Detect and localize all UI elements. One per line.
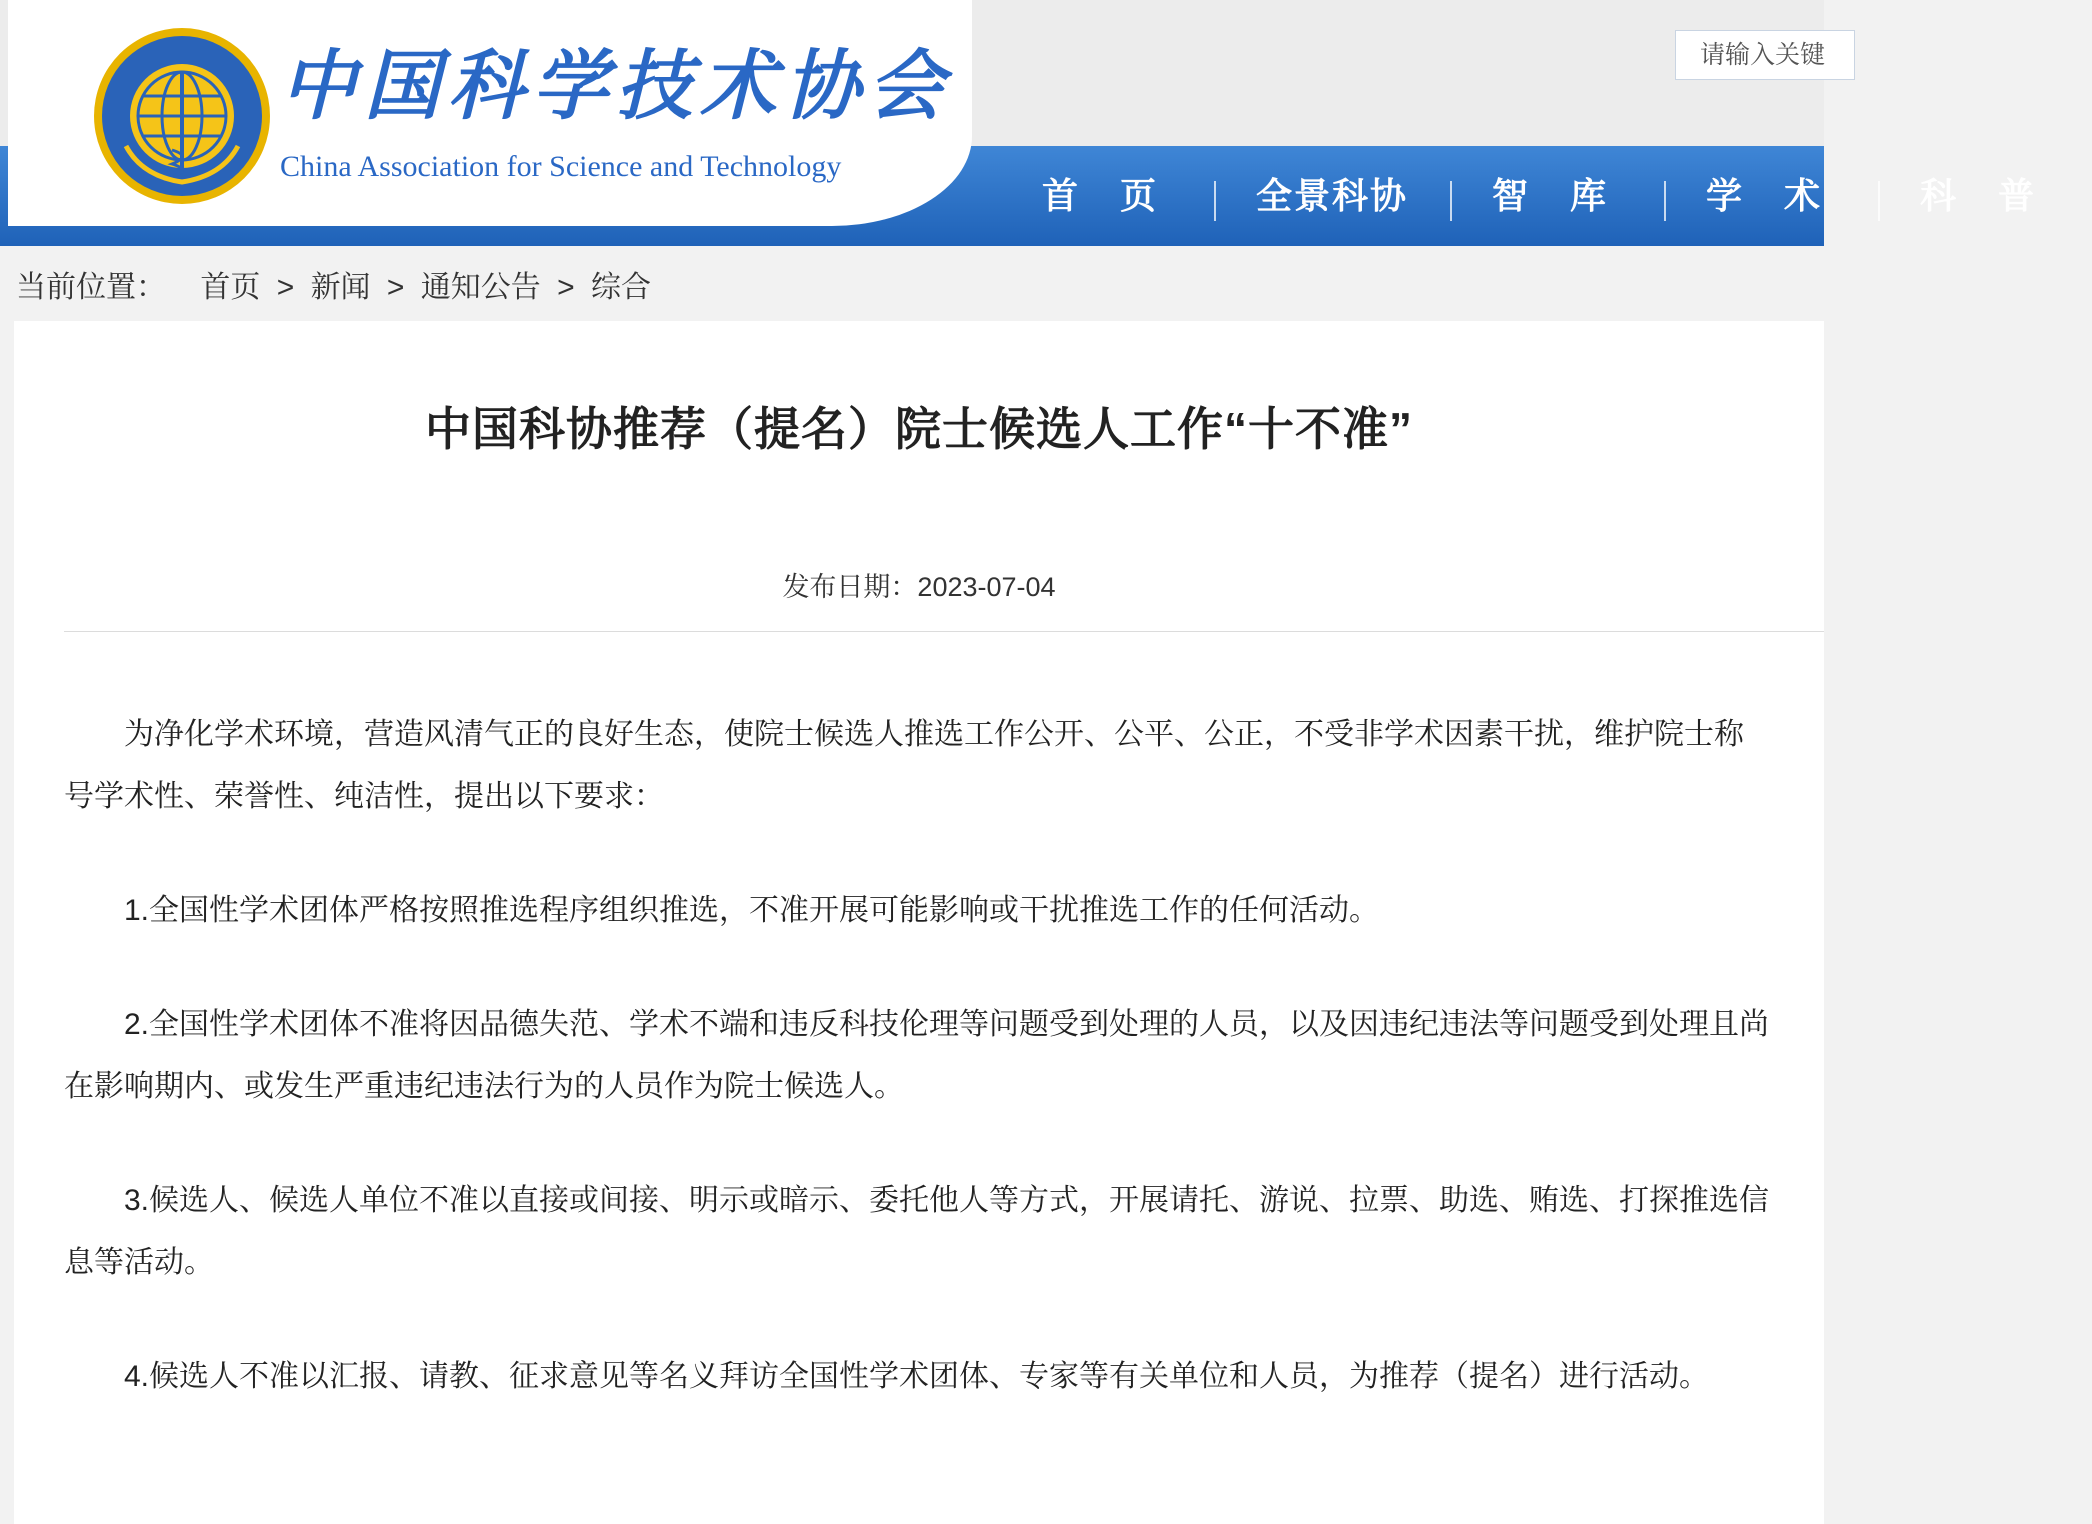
nav-item-science-popularization[interactable]: 科 普 — [1878, 146, 2092, 246]
breadcrumb-label: 当前位置： — [16, 271, 166, 304]
article-title: 中国科协推荐（提名）院士候选人工作“十不准” — [425, 403, 1413, 455]
breadcrumb-item-home[interactable]: 首页 — [200, 271, 261, 304]
breadcrumb — [16, 262, 651, 306]
breadcrumb-item-news[interactable]: 新闻 — [310, 271, 371, 304]
breadcrumb-separator: > — [557, 271, 575, 304]
logo-chinese-text: 中国科学技术协会 — [280, 41, 952, 130]
article-paragraph: 为净化学术环境，营造风清气正的良好生态，使院士候选人推选工作公开、公平、公正，不受非学术因素干扰，维护院士称号学术性、荣誉性、纯洁性，提出以下要求： — [64, 718, 1744, 813]
breadcrumb-item-notices[interactable]: 通知公告 — [420, 271, 541, 304]
main-nav — [1000, 146, 2092, 246]
nav-item-academic[interactable]: 学 术 — [1664, 146, 1878, 246]
nav-item-panorama[interactable]: 全景科协 — [1214, 146, 1450, 246]
breadcrumb-item-general[interactable]: 综合 — [591, 271, 651, 304]
logo-english-text: China Association for Science and Technology — [280, 150, 842, 183]
logo-area[interactable] — [8, 0, 972, 226]
breadcrumb-separator: > — [276, 271, 295, 304]
breadcrumb-separator: > — [386, 271, 405, 304]
publish-date: 发布日期：2023-07-04 — [782, 572, 1056, 602]
site-header — [0, 0, 2051, 246]
article-paragraph: 4.候选人不准以汇报、请教、征求意见等名义拜访全国性学术团体、专家等有关单位和人员，为推荐（提名）进行活动。 — [124, 1360, 1710, 1393]
article-paragraph: 2.全国性学术团体不准将因品德失范、学术不端和违反科技伦理等问题受到处理的人员，以及因违纪违法等问题受到处理且尚在影响期内、或发生严重违纪违法行为的人员作为院士候选人。 — [64, 1008, 1770, 1103]
nav-item-think-tank[interactable]: 智 库 — [1450, 146, 1664, 246]
search-input[interactable] — [1676, 31, 1878, 79]
divider — [64, 631, 1824, 632]
article-paragraph: 1.全国性学术团体严格按照推选程序组织推选，不准开展可能影响或干扰推选工作的任何活动。 — [124, 894, 1380, 927]
cast-emblem-icon — [92, 26, 272, 206]
article-paragraph: 3.候选人、候选人单位不准以直接或间接、明示或暗示、委托他人等方式，开展请托、游说、拉票、助选、贿选、打探推选信息等活动。 — [64, 1184, 1770, 1279]
article-body — [64, 704, 1770, 1460]
search-box[interactable] — [1675, 30, 1855, 80]
article-container — [14, 321, 1824, 1524]
nav-item-home[interactable]: 首 页 — [1042, 175, 1173, 216]
